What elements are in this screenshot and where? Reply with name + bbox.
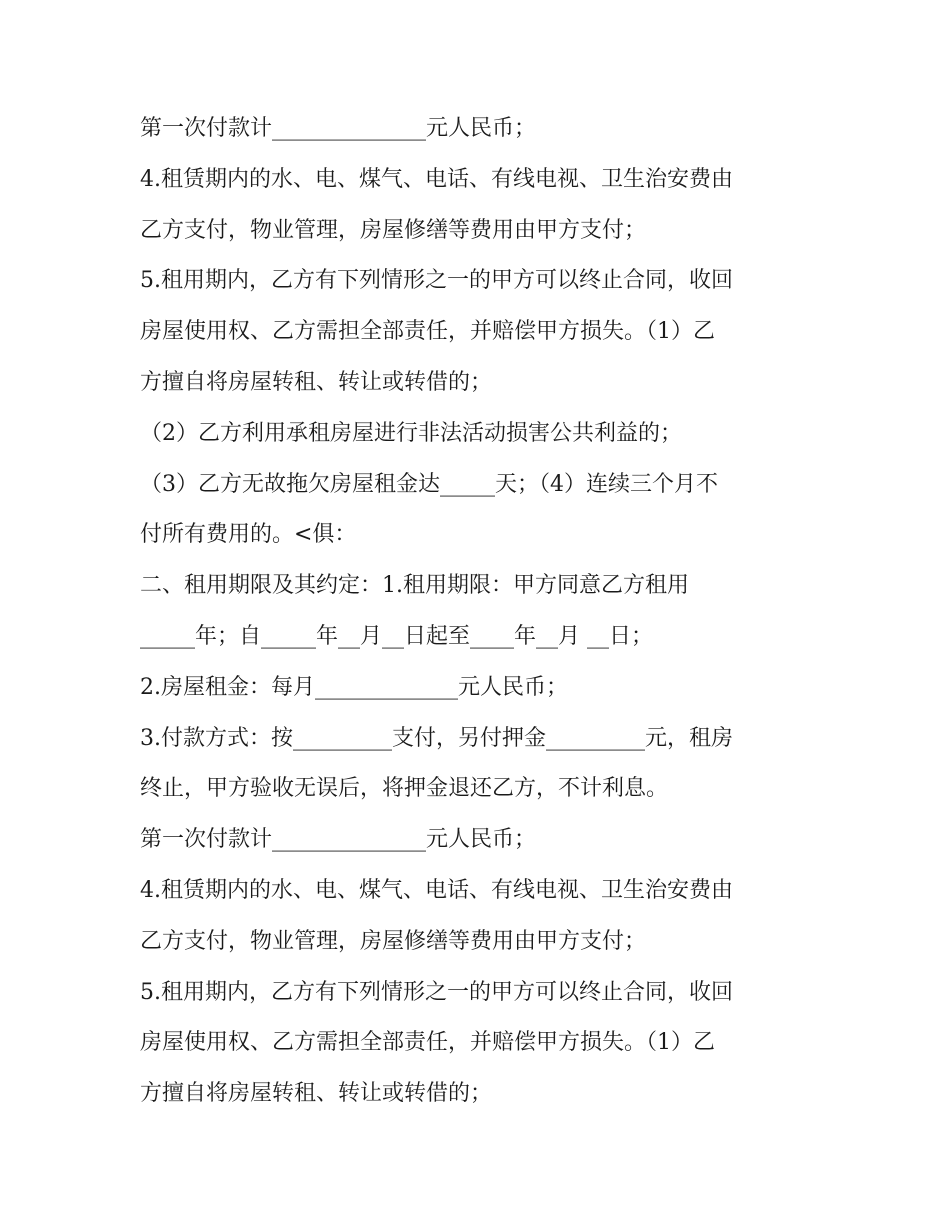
text-line: （2）乙方利用承租房屋进行非法活动损害公共利益的； — [140, 420, 682, 446]
text-line: 二、租用期限及其约定：1.租用期限：甲方同意乙方租用 — [140, 573, 689, 599]
text-line: 3.付款方式：按_________支付，另付押金_________元，租房 — [140, 725, 733, 751]
text-line: _____年；自_____年__月__日起至____年__月 __日； — [140, 623, 653, 649]
text-line: 5.租用期内，乙方有下列情形之一的甲方可以终止合同，收回 — [140, 268, 733, 294]
text-line: 房屋使用权、乙方需担全部责任，并赔偿甲方损失。（1）乙 — [140, 319, 715, 345]
text-line: 付所有费用的。<俱： — [140, 522, 357, 548]
text-line: 终止，甲方验收无误后，将押金退还乙方，不计利息。 — [140, 776, 669, 802]
text-line: 方擅自将房屋转租、转让或转借的； — [140, 369, 493, 395]
text-line: 乙方支付，物业管理，房屋修缮等费用由甲方支付； — [140, 217, 647, 243]
text-line: 5.租用期内，乙方有下列情形之一的甲方可以终止合同，收回 — [140, 979, 733, 1005]
text-line: 4.租赁期内的水、电、煤气、电话、有线电视、卫生治安费由 — [140, 166, 733, 192]
text-line: （3）乙方无故拖欠房屋租金达_____天；（4）连续三个月不 — [140, 471, 718, 497]
text-line: 4.租赁期内的水、电、煤气、电话、有线电视、卫生治安费由 — [140, 877, 733, 903]
text-line: 2.房屋租金：每月_____________元人民币； — [140, 674, 568, 700]
text-line: 方擅自将房屋转租、转让或转借的； — [140, 1081, 493, 1107]
text-line: 第一次付款计______________元人民币； — [140, 116, 537, 141]
text-line: 第一次付款计______________元人民币； — [140, 827, 537, 853]
document-body — [140, 104, 812, 1120]
text-line: 乙方支付，物业管理，房屋修缮等费用由甲方支付； — [140, 928, 647, 954]
text-line: 房屋使用权、乙方需担全部责任，并赔偿甲方损失。（1）乙 — [140, 1030, 715, 1056]
